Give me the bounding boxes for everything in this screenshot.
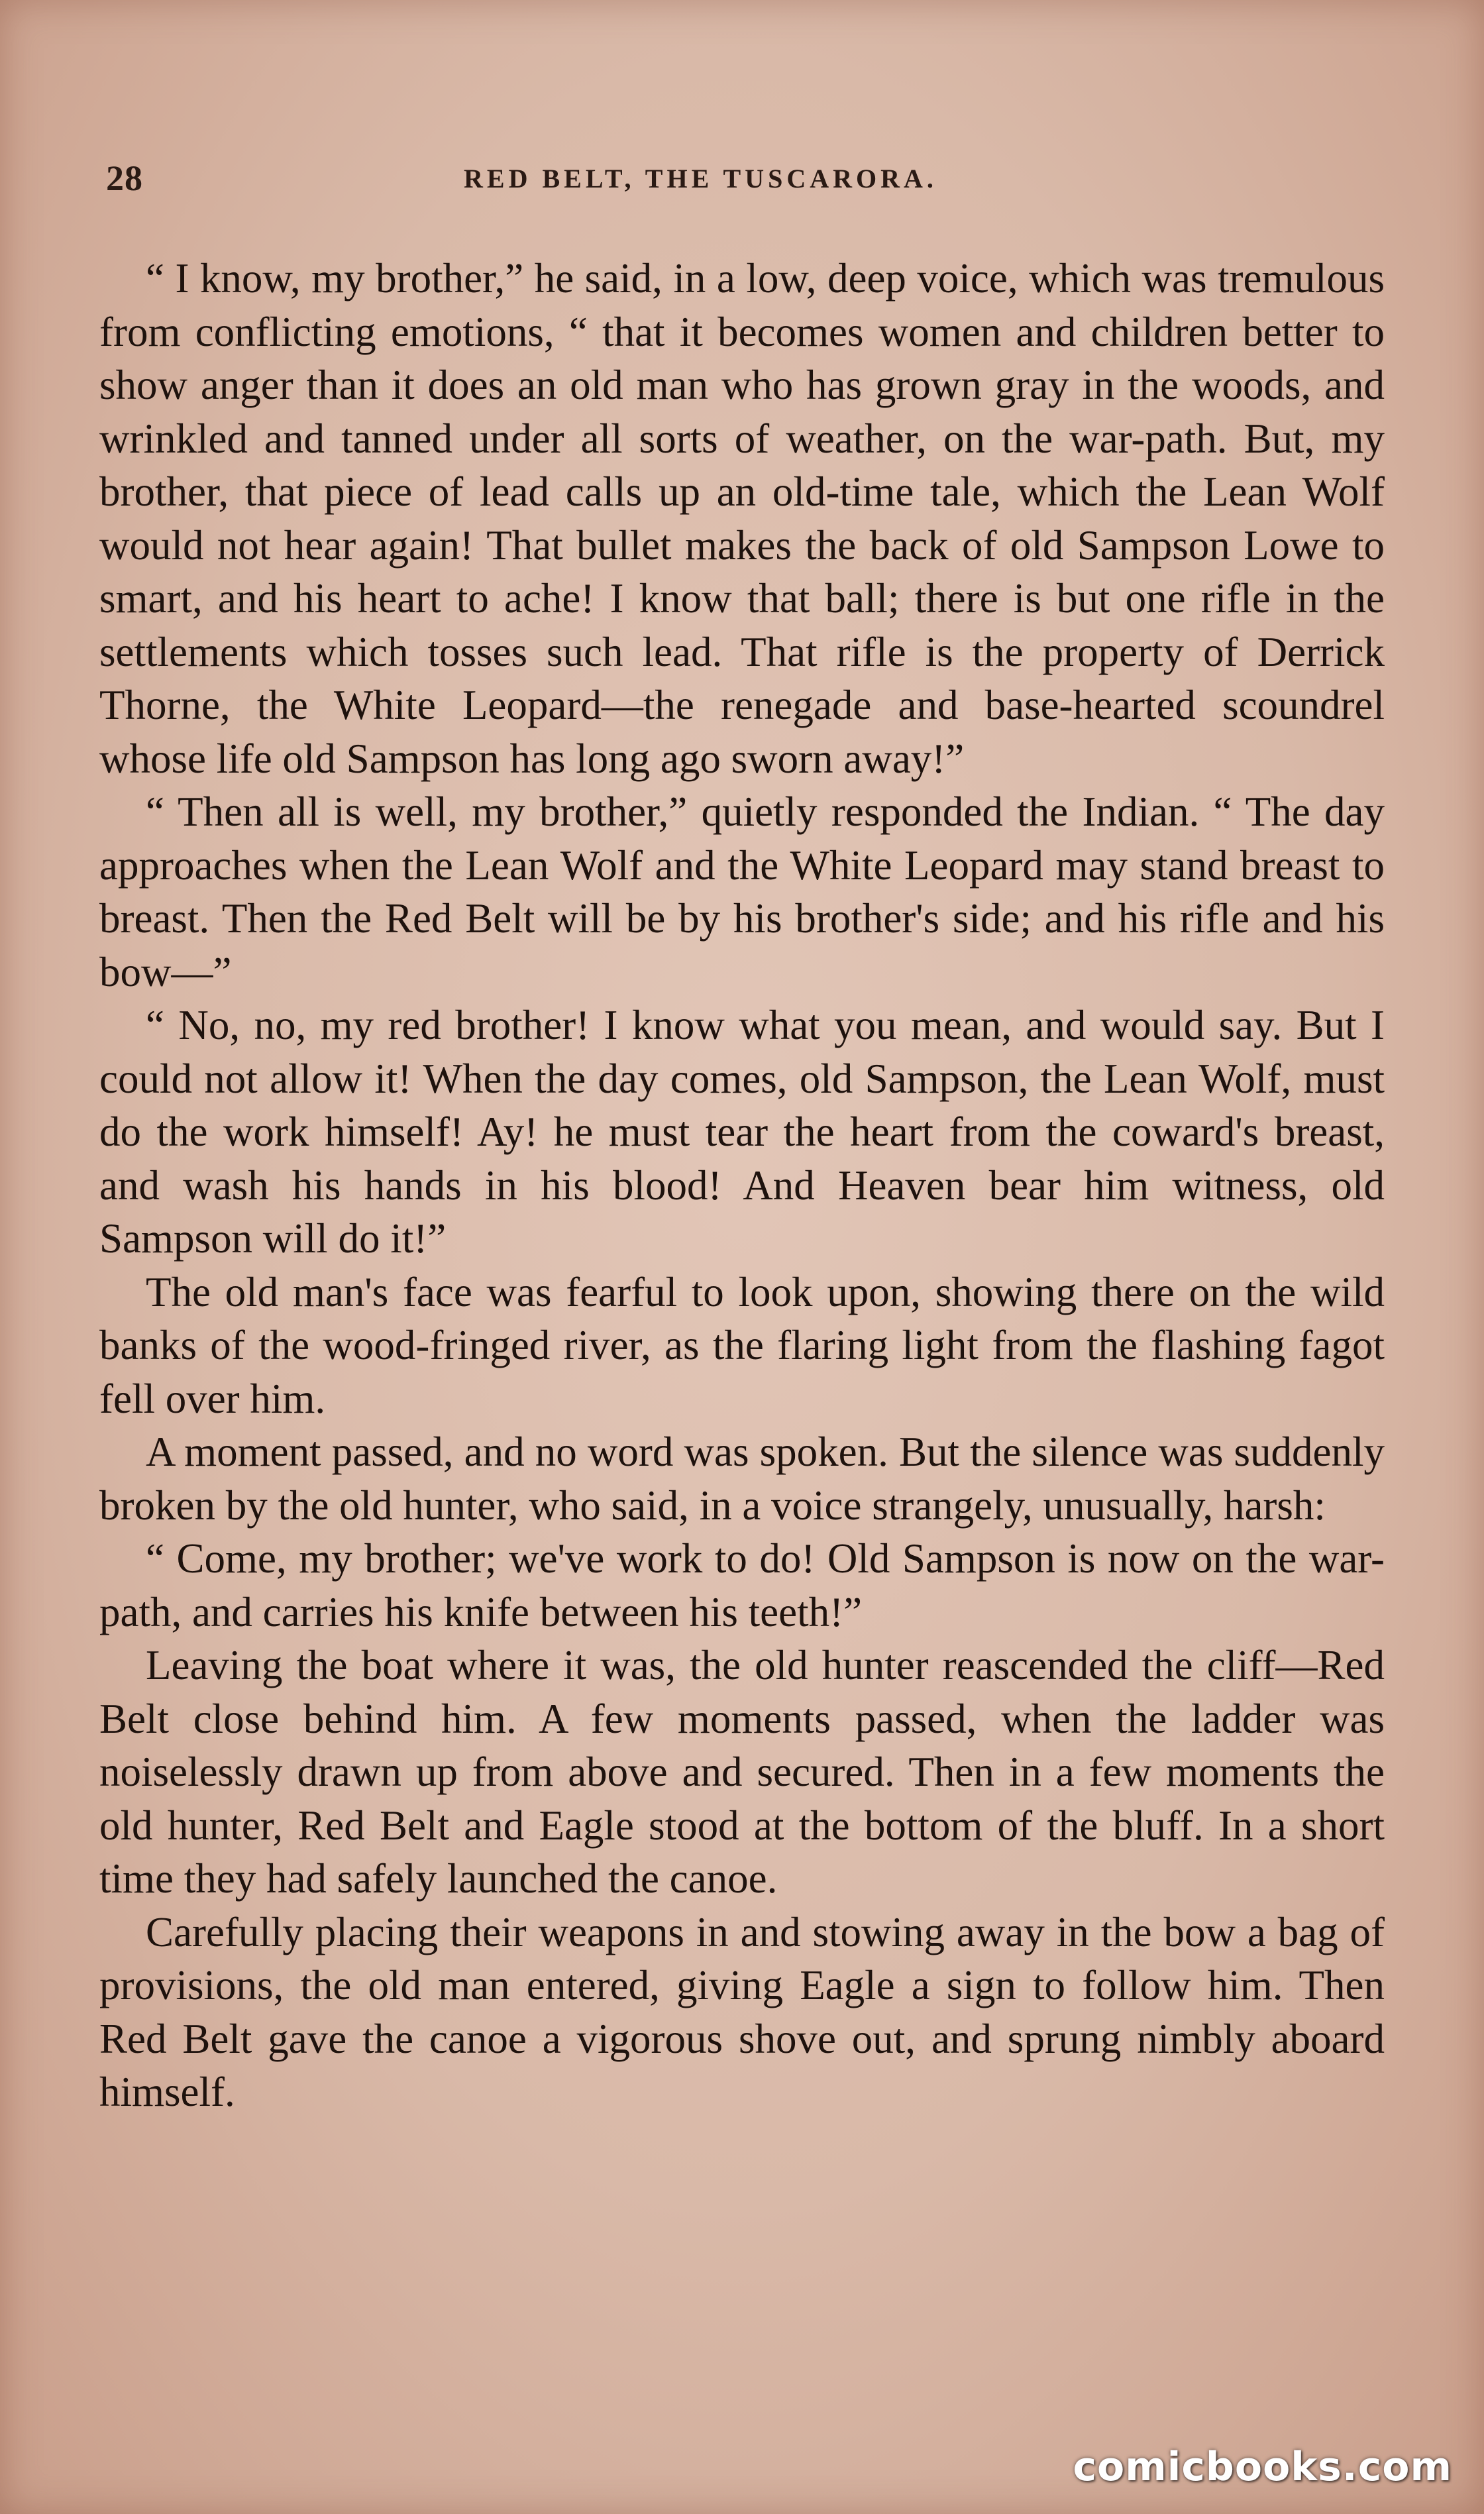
paragraph: “ Come, my brother; we've work to do! Old Sampson is now on the war-path, and carries his knife between his teeth!” [99, 1535, 1385, 1635]
page-header [106, 158, 1391, 204]
paragraph: The old man's face was fearful to look upon, showing there on the wild banks of the wood-fringed river, as the flaring light from the flashing fagot fell over him. [99, 1268, 1385, 1422]
body-text [99, 252, 1385, 2119]
paragraph: “ I know, my brother,” he said, in a low, deep voice, which was tremulous from conflicting emotions, “ that it becomes women and children better to show anger than it does an old man who has grown gray in the woods, and wrinkled and tanned under all sorts of weather, on the war-path. But, my brother, that piece of lead calls up an old-time tale, which the Lean Wolf would not hear again! That bullet makes the back of old Sampson Lowe to smart, and his heart to ache! I know that ball; there is but one rifle in the settlements which tosses such lead. That rifle is the property of Derrick Thorne, the White Leopard—the renegade and base-hearted scoundrel whose life old Sampson has long ago sworn away!” [99, 255, 1385, 782]
paragraph: “ Then all is well, my brother,” quietly responded the Indian. “ The day approaches when the Lean Wolf and the White Leopard may stand breast to breast. Then the Red Belt will be by his brother's side; and his rifle and his bow—” [99, 789, 1385, 995]
page-number: 28 [106, 158, 143, 198]
paragraph: Leaving the boat where it was, the old hunter reascended the cliff—Red Belt close behind him. A few moments passed, when the ladder was noiselessly drawn up from above and secured. Then in a few moments the old hunter, Red Belt and Eagle stood at the bottom of the bluff. In a short time they had safely launched the canoe. [99, 1642, 1385, 1902]
paragraph: “ No, no, my red brother! I know what you mean, and would say. But I could not allow it! When the day comes, old Sampson, the Lean Wolf, must do the work himself! Ay! he must tear the heart from the coward's breast, and wash his hands in his blood! And Heaven bear him witness, old Sampson will do it!” [99, 1002, 1385, 1262]
paragraph: A moment passed, and no word was spoken. But the silence was suddenly broken by the old hunter, who said, in a voice strangely, unusually, harsh: [99, 1429, 1385, 1529]
running-title: RED BELT, THE TUSCARORA. [464, 164, 937, 193]
watermark: comicbooks.com [1073, 2444, 1452, 2490]
paragraph: Carefully placing their weapons in and stowing away in the bow a bag of provisions, the old man entered, giving Eagle a sign to follow him. Then Red Belt gave the canoe a vigorous shove out, and sprung nimbly aboard himself. [99, 1908, 1385, 2115]
